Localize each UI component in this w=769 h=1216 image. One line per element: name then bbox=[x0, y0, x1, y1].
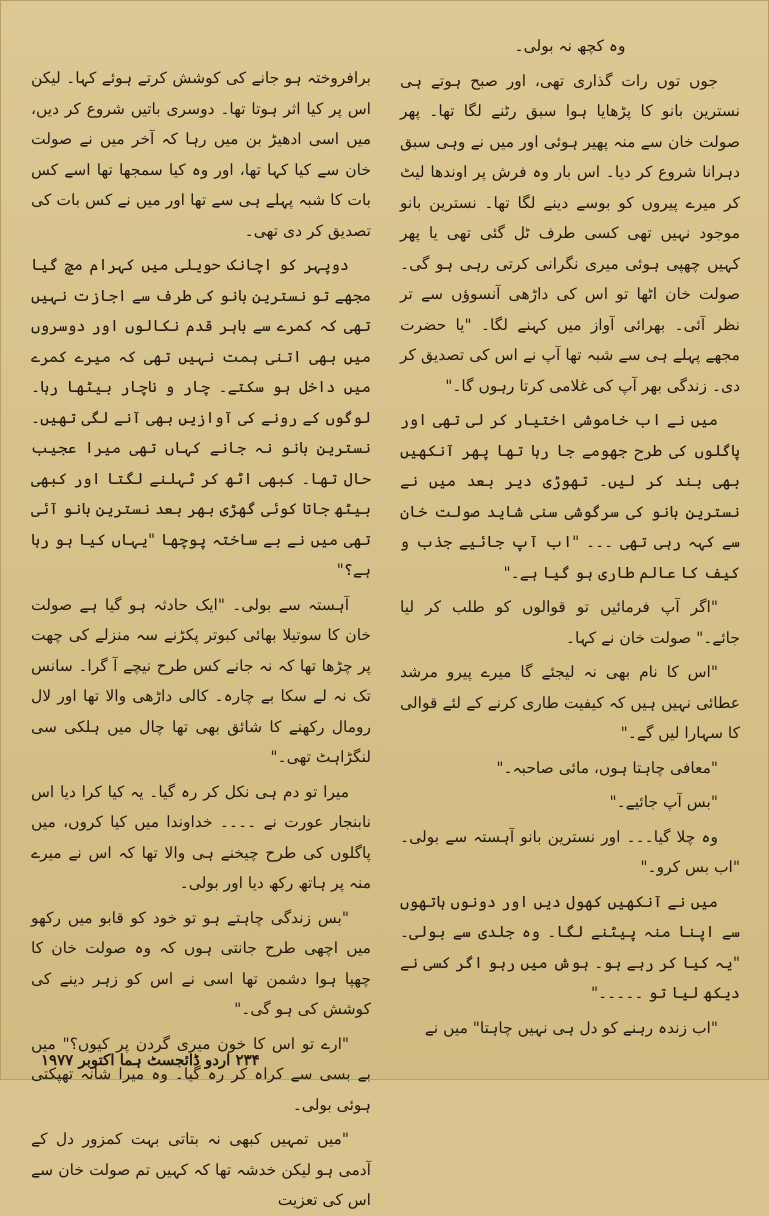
paragraph: "اب زندہ رہنے کو دل ہی نہیں چاہتا" میں نے bbox=[424, 1018, 718, 1037]
paragraph: آہستہ سے بولی۔ "ایک حادثہ ہو گیا ہے صولت خان کا سوتیلا بھائی کبوتر پکڑنے سہ منزلے کی چھت پر چڑھا تھا کہ نہ جانے کس طرح نیچے آ گرا۔ سانس تک نہ لے سکا بے چارہ۔ کالی داڑھی والا تھا اور لال رومال رکھنے کا شائق بھی تھا چال میں ہلکی سی لنگڑاہٹ تھی۔" bbox=[31, 595, 371, 766]
paragraph: برافروختہ ہو جانے کی کوشش کرتے ہوئے کہا۔ لیکن اس پر کیا اثر ہوتا تھا۔ دوسری باتیں شروع کر دیں، میں اسی ادھیڑ بن میں رہا کہ آخر میں نے صولت خان سے کیا کہا تھا، اور وہ کیا سمجھا تھا اسے کس بات کا شبہ پہلے ہی سے تھا اور میں نے کس بات کی تصدیق کر دی تھی۔ bbox=[31, 69, 371, 240]
page-footer: ۲۳۴ اردو ڈائجسٹ ہما اکتوبر ۱۹۷۷ bbox=[41, 1051, 260, 1069]
paragraph: "ارے تو اس کا خون میری گردن پر کیوں؟" میں بے بسی سے کراہ کر رہ گیا۔ وہ میرا شانہ تھپکتی ہوئی بولی۔ bbox=[31, 1034, 371, 1114]
paragraph: دوپہر کو اچانک حویلی میں کہرام مچ گیا مجھے تو نسترین بانو کی طرف سے اجازت نہیں تھی کہ کمرے سے باہر قدم نکالوں اور دوسروں میں بھی اتنی ہمت نہیں تھی کہ میرے کمرے میں داخل ہو سکتے۔ چار و ناچار بیٹھا رہا۔ لوگوں کے رونے کی آوازیں بھی آنے لگی تھیں۔ نسترین بانو نہ جانے کہاں تھی میرا عجیب حال تھا۔ کبھی اٹھ کر ٹہلنے لگتا اور کبھی بیٹھ جاتا کوئی گھڑی بھر بعد نسترین بانو آئی تھی میں نے بے ساختہ پوچھا "یہاں کیا ہو رہا ہے؟" bbox=[31, 256, 371, 579]
paragraph: "بس زندگی چاہتے ہو تو خود کو قابو میں رکھو میں اچھی طرح جانتی ہوں کہ وہ صولت خان کا چھپا ہوا دشمن تھا اسی نے اس کو زہر دینے کی کوشش کی ہو گی۔" bbox=[31, 908, 371, 1018]
left-text-column bbox=[31, 63, 371, 1216]
paragraph: "بس آپ جائیے۔" bbox=[609, 793, 718, 811]
right-text-column bbox=[400, 31, 740, 1043]
paragraph: میں نے اب خاموشی اختیار کر لی تھی اور پاگلوں کی طرح جھومے جا رہا تھا پھر آنکھیں بھی بند کر لیں۔ تھوڑی دیر بعد میں نے نسترین بانو کی سرگوشی سنی شاید صولت خان سے کہہ رہی تھی ۔۔۔ "اب آپ جائیے جذب و کیف کا عالم طاری ہو گیا ہے۔" bbox=[400, 411, 740, 582]
paragraph: میں نے آنکھیں کھول دیں اور دونوں ہاتھوں سے اپنا منہ پیٹنے لگا۔ وہ جلدی سے بولی۔ "یہ کیا کر رہے ہو۔ ہوش میں رہو اگر کسی نے دیکھ لیا تو ۔۔۔۔۔" bbox=[400, 892, 740, 1002]
paragraph: "اس کا نام بھی نہ لیجئے گا میرے پیرو مرشد عطائی نہیں ہیں کہ کیفیت طاری کرنے کے لئے قوالی کا سہارا لیں گے۔" bbox=[400, 663, 740, 742]
paragraph: وہ کچھ نہ بولی۔ bbox=[514, 37, 626, 55]
paragraph: "اگر آپ فرمائیں تو قوالوں کو طلب کر لیا جائے۔" صولت خان نے کہا۔ bbox=[400, 598, 740, 647]
paragraph: وہ چلا گیا۔۔۔ اور نسترین بانو آہستہ سے بولی۔ "اب بس کرو۔" bbox=[400, 827, 740, 876]
paragraph: میرا تو دم ہی نکل کر رہ گیا۔ یہ کیا کرا دیا اس نابنجار عورت نے ۔۔۔۔ خداوندا میں کیا کروں، میں پاگلوں کی طرح چیخنے ہی والا تھا کہ اس نے میرے منہ پر ہاتھ رکھ دیا اور بولی۔ bbox=[31, 782, 371, 892]
paragraph: "معافی چاہتا ہوں، مائی صاحبہ۔" bbox=[496, 758, 718, 777]
paragraph: جوں توں رات گذاری تھی، اور صبح ہوتے ہی نسترین بانو کا پڑھایا ہوا سبق رٹنے لگا تھا۔ پھر صولت خان سے منہ پھیر ہوئی اور میں نے وہی سبق دہرانا شروع کر دیا۔ اس بار وہ فرش پر اوندھا لیٹ کر میرے پیروں کو بوسے دینے لگا تھا۔ نسترین بانو موجود نہیں تھی کسی طرف ٹل گئی تھی یا پھر کہیں چھپی ہوئی میری نگرانی کرتی رہی ہو گی۔ صولت خان اٹھا تو اس کی داڑھی آنسوؤں سے تر نظر آئی۔ بھرائی آواز میں کہنے لگا۔ "یا حضرت مجھے پہلے ہی سے شبہ تھا آپ نے اس کی تصدیق کر دی۔ زندگی بھر آپ کی غلامی کرتا رہوں گا۔" bbox=[400, 71, 740, 395]
paragraph: "میں تمہیں کبھی نہ بتاتی بہت کمزور دل کے آدمی ہو لیکن خدشہ تھا کہ کہیں تم صولت خان سے اس کی تعزیت bbox=[31, 1130, 371, 1209]
